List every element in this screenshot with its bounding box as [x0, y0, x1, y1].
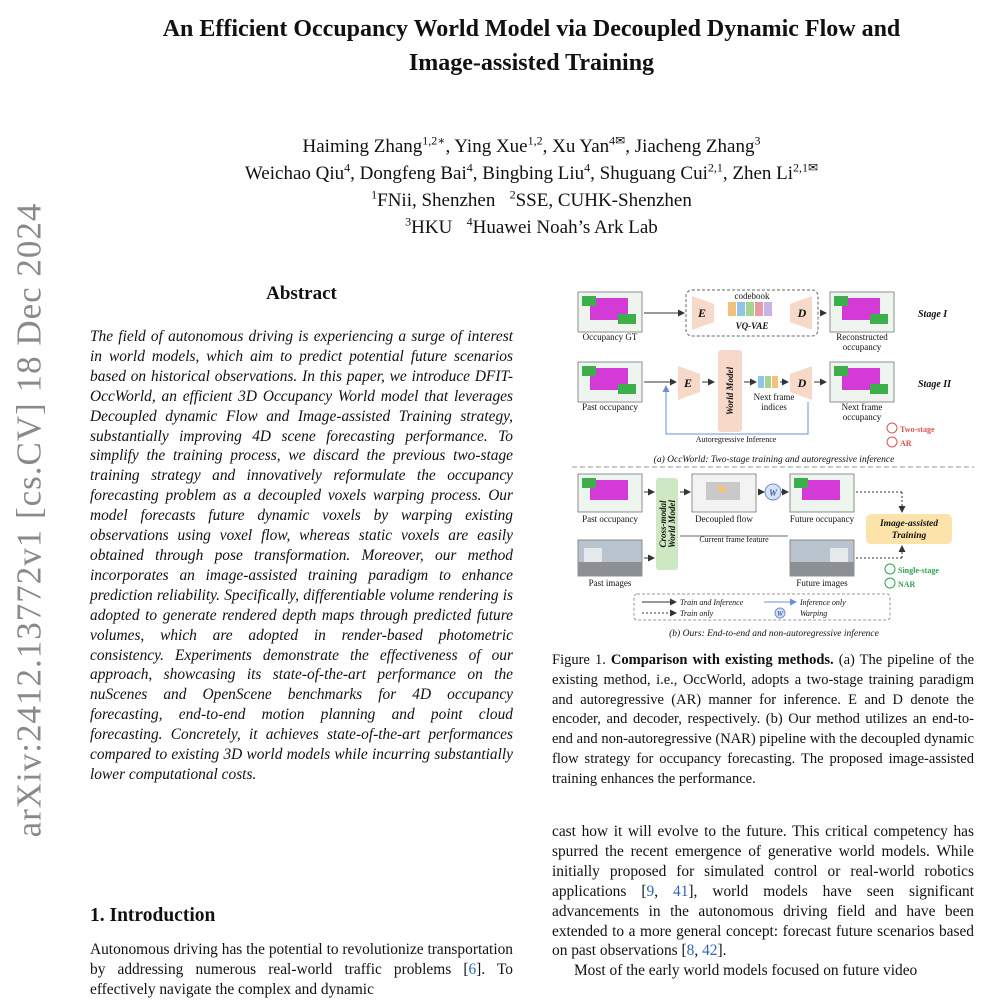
- next-frame-indices-icon: [758, 376, 778, 388]
- reconstructed-occupancy-image: [830, 292, 894, 332]
- figure-1: [568, 286, 978, 642]
- paragraph-text: ].: [717, 942, 727, 960]
- citation-link[interactable]: 6: [468, 960, 477, 978]
- world-model-label: World Model: [725, 366, 735, 416]
- legend-train-inference: Train and Inference: [680, 598, 744, 607]
- autoregressive-label: Autoregressive Inference: [695, 435, 777, 444]
- sad-face-icon: [887, 423, 897, 433]
- past-occupancy-label: Past occupancy: [582, 402, 638, 412]
- panel-b-caption: (b) Ours: End-to-end and non-autoregressive inference: [669, 629, 879, 639]
- paragraph-text: cast how it will evolve to the future. This critical competency has spurred the recent emergence of generative world models. While initially proposed for simulated control or real-world robotics applications [: [552, 823, 974, 900]
- decoupled-flow-image: [692, 474, 756, 512]
- abstract-body: The field of autonomous driving is experiencing a surge of interest in world models, which aim to predict potential future scenarios based on historical observations. In this paper, we introduce DFIT-OccWorld, an efficient 3D Occupancy World model that leverages Decoupled dynamic Flow and Image-assisted Training strategy, substantially improving 4D scene forecasting performance. To simplify the training process, we discard the previous two-stage training strategy and innovatively reformulate the occupancy forecasting problem as a decoupled voxels warping process. Our model forecasts future dynamic voxels by warping existing observations using voxel flow, whereas static voxels are easily obtained through pose transformation. Moreover, our method incorporates an image-assisted training paradigm to enhance prediction reliability. Specifically, differentiable volume rendering is adopted to generate rendered depth maps through predicted future volumes, which are adopted in render-based photometric consistency. Experiments demonstrate the effectiveness of our approach, showcasing its state-of-the-art performance on the nuScenes and OpenScene benchmarks for 4D occupancy forecasting, end-to-end motion planning and point cloud forecasting. Concretely, it achieves state-of-the-art performances compared to existing 3D world models while incurring substantially lower computational costs.: [90, 328, 513, 783]
- image-assisted-label-2: Training: [891, 531, 927, 541]
- figure-caption: [552, 651, 974, 790]
- stage1-label: Stage I: [918, 309, 948, 320]
- legend-inference-only: Inference only: [800, 598, 846, 607]
- two-stage-label: Two-stage: [900, 425, 935, 434]
- intro-body: [90, 940, 513, 1000]
- intro-heading: 1. Introduction: [90, 905, 216, 926]
- citation-link[interactable]: 9: [646, 882, 655, 900]
- paragraph: Most of the early world models focused on future video: [574, 962, 918, 980]
- decoder-label: D: [797, 306, 807, 320]
- intro-text-a: Autonomous driving has the potential to revolutionize transportation by addressing numerous real-world traffic problems [: [90, 941, 513, 978]
- figure-diagram: [568, 286, 978, 642]
- sad-face-icon: [887, 437, 897, 447]
- cross-modal-world-model-label: World Model: [667, 499, 677, 549]
- next-frame-occupancy-label: Next frame: [841, 402, 883, 412]
- paragraph-text: ,: [654, 882, 674, 900]
- legend-box: [634, 594, 890, 620]
- reconstructed-label: Reconstructed: [836, 332, 888, 342]
- panel-a-caption: (a) OccWorld: Two-stage training and autoregressive inference: [653, 455, 895, 465]
- occupancy-gt-image: [578, 292, 642, 332]
- paper-title-line2: Image-assisted Training: [408, 50, 655, 76]
- future-occupancy-image: [790, 474, 854, 512]
- future-occupancy-label: Future occupancy: [789, 514, 855, 524]
- warp-label: W: [768, 488, 778, 498]
- arxiv-stamp: [8, 200, 50, 840]
- codebook-icon: [728, 302, 772, 316]
- future-images-label: Future images: [796, 578, 848, 588]
- arxiv-stamp-text: arXiv:2412.13772v1 [cs.CV] 18 Dec 2024: [9, 202, 49, 838]
- intro-text-b: ]. To effectively navigate the complex and dynamic: [90, 960, 513, 998]
- reconstructed-label-2: occupancy: [842, 342, 882, 352]
- future-images-image: [790, 540, 854, 576]
- caption-bold: Comparison with existing methods.: [610, 652, 834, 668]
- caption-text: (a) The pipeline of the existing method, i.e., OccWorld, adopts a two-stage training paradigm and autoregressive (AR) manner for inference. E and D denote the encoder, and decoder, respectively. (b) Our method utilizes an end-to-end and non-autoregressive (NAR) pipeline with the decoupled dynamic flow strategy for occupancy forecasting. The proposed image-assisted training enhances the performance.: [552, 652, 974, 787]
- current-frame-feature-label: Current frame feature: [699, 535, 769, 544]
- occupancy-gt-label: Occupancy GT: [582, 332, 638, 342]
- encoder-label-2: E: [683, 376, 693, 390]
- legend-warp-symbol: W: [776, 610, 784, 618]
- past-images-label: Past images: [588, 578, 632, 588]
- encoder-label: E: [697, 306, 707, 320]
- next-frame-indices-label: Next frame: [753, 392, 795, 402]
- decoupled-flow-label: Decoupled flow: [695, 514, 753, 524]
- stage2-label: Stage II: [918, 379, 952, 390]
- paragraph-text: ], world models have seen significant advancements in the autonomous driving field and have been extended to a more general concept: forecast future scenarios based on past observations [: [552, 882, 974, 960]
- past-occupancy-image: [578, 362, 642, 402]
- citation-link[interactable]: 41: [673, 882, 689, 900]
- right-column-body: [552, 822, 974, 981]
- legend-warping: Warping: [800, 609, 828, 618]
- ar-label: AR: [900, 439, 912, 448]
- next-frame-occupancy-image: [830, 362, 894, 402]
- affiliation-text: $^3$HKU $^4$Huawei Noah’s Ark Lab: [405, 215, 658, 239]
- image-assisted-label: Image-assisted: [879, 519, 939, 529]
- paragraph: [552, 822, 974, 961]
- happy-face-icon: [885, 578, 895, 588]
- paragraph-text: ,: [694, 942, 703, 960]
- citation-link[interactable]: 42: [702, 942, 718, 960]
- affiliation-text: $^1$FNii, Shenzhen $^2$SSE, CUHK-Shenzhen: [371, 188, 692, 212]
- happy-face-icon: [885, 564, 895, 574]
- next-frame-occupancy-label-2: occupancy: [842, 412, 882, 422]
- vqvae-label: VQ-VAE: [735, 321, 769, 331]
- abstract-heading: Abstract: [266, 283, 337, 304]
- nar-label: NAR: [898, 580, 916, 589]
- paper-title-line1: An Efficient Occupancy World Model via Decoupled Dynamic Flow and: [162, 16, 901, 42]
- legend-train-only: Train only: [680, 609, 714, 618]
- author-text: Weichao Qiu$^4$, Dongfeng Bai$^4$, Bingbing Liu$^4$, Shuguang Cui$^{2,1}$, Zhen $Li^{2,1✉}$: [244, 161, 819, 185]
- affiliations-line2: [60, 209, 993, 241]
- single-stage-label: Single-stage: [898, 566, 939, 575]
- cross-modal-label: Cross-modal: [658, 500, 668, 548]
- decoder-label-2: D: [797, 376, 807, 390]
- codebook-label: codebook: [734, 291, 770, 301]
- caption-label: Figure 1.: [552, 652, 606, 668]
- past-occupancy-image-b: [578, 474, 642, 512]
- next-frame-indices-label-2: indices: [761, 402, 787, 412]
- past-images-image: [578, 540, 642, 576]
- author-text: Haiming Zhang$^{1,2∗}$, Ying Xue$^{1,2}$, Xu Yan$^{4✉}$, Jiacheng Zhang$^3$: [302, 134, 761, 158]
- past-occupancy-label-b: Past occupancy: [582, 514, 638, 524]
- citation-link[interactable]: 8: [686, 942, 695, 960]
